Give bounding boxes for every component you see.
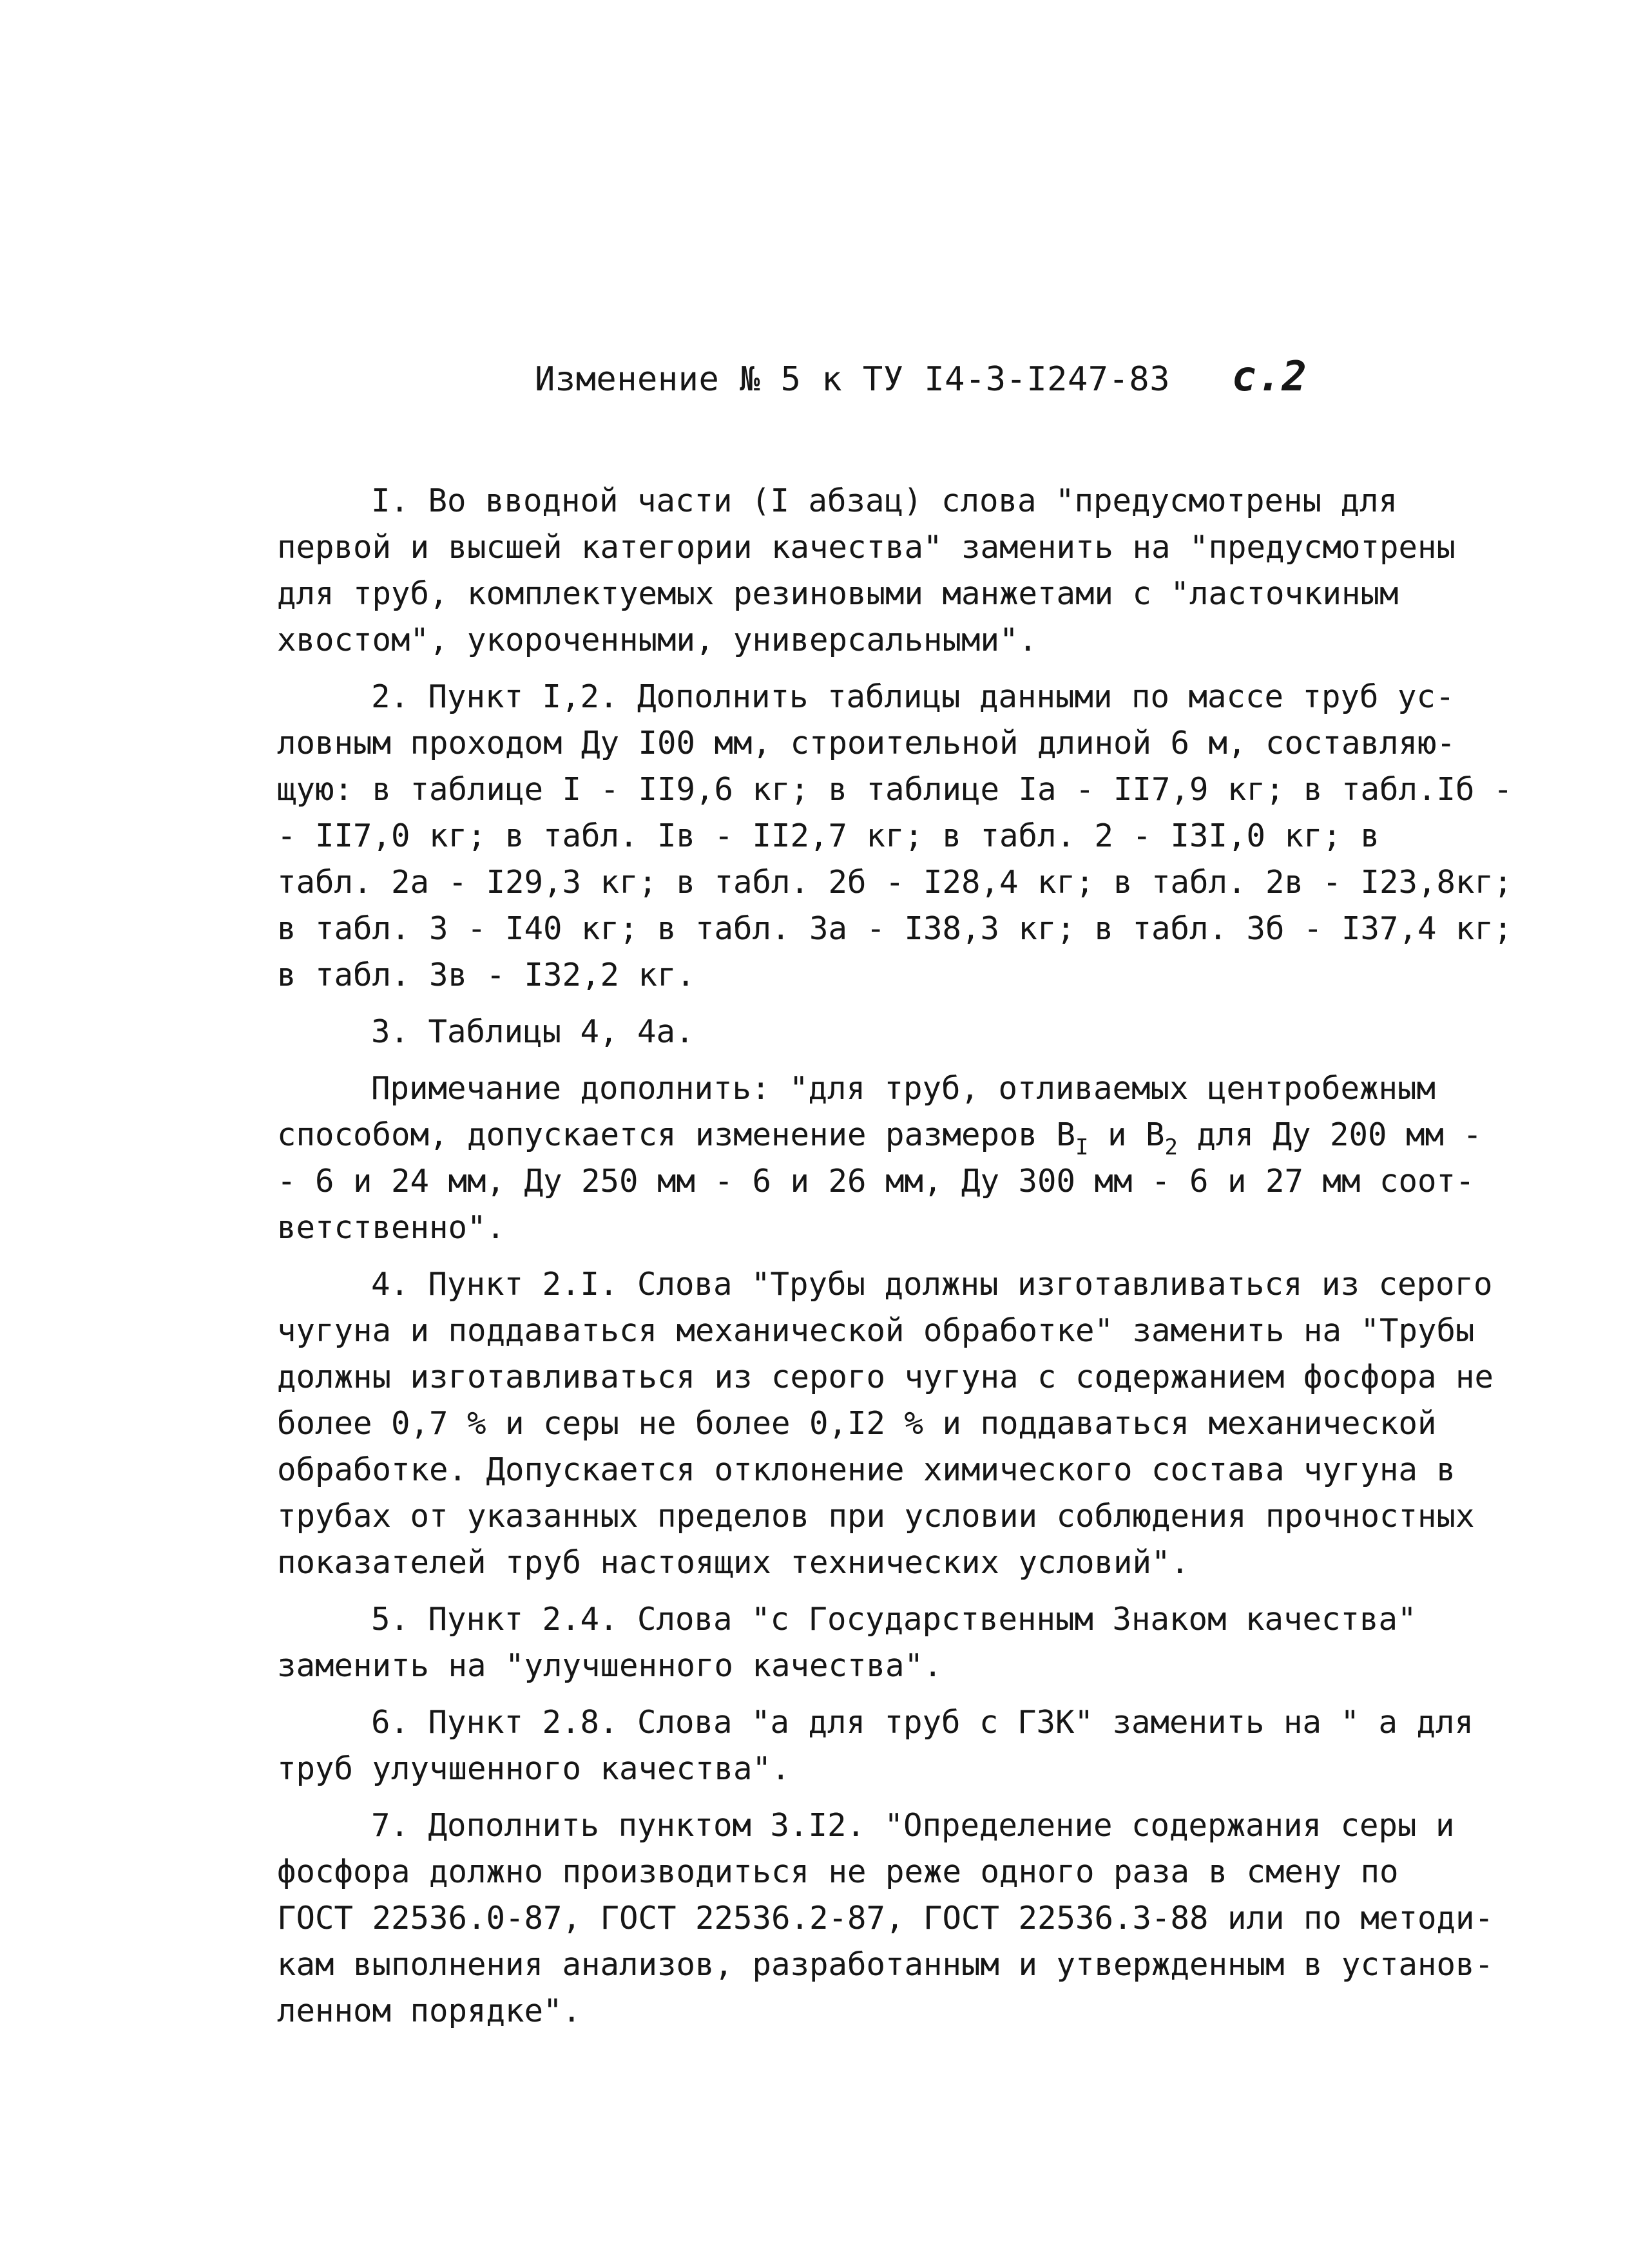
text-line: в табл. 3 - I40 кг; в табл. 3а - I38,3 кг; в табл. 3б - I37,4 кг;: [277, 910, 1513, 947]
text-line: в табл. 3в - I32,2 кг.: [277, 957, 696, 993]
text-line: первой и высшей категории качества" заменить на "предусмотрены: [277, 529, 1456, 566]
text-line: 3. Таблицы 4, 4а.: [371, 1013, 695, 1050]
text-line: 7. Дополнить пунктом 3.I2. "Определение содержания серы и: [371, 1807, 1455, 1844]
paragraph-5: [277, 1596, 1540, 1689]
text-line: ловным проходом Ду I00 мм, строительной длиной 6 м, составляю-: [277, 725, 1456, 761]
document-body: [277, 478, 1540, 2045]
text-line: 2. Пункт I,2. Дополнить таблицы данными по массе труб ус-: [371, 678, 1455, 715]
text-line: фосфора должно производиться не реже одного раза в смену по: [277, 1853, 1399, 1890]
paragraph-2: [277, 674, 1540, 999]
text-line: 6. Пункт 2.8. Слова "а для труб с ГЗК" заменить на " а для: [371, 1704, 1474, 1741]
text-line: - 6 и 24 мм, Ду 250 мм - 6 и 26 мм, Ду 300 мм - 6 и 27 мм соот-: [277, 1163, 1475, 1200]
page-number: с.2: [1231, 353, 1307, 401]
text-line: кам выполнения анализов, разработанным и утвержденным в установ-: [277, 1946, 1494, 1983]
text-segment: способом, допускается изменение размеров B: [277, 1116, 1076, 1153]
text-line: ветственно".: [277, 1209, 506, 1246]
text-line: обработке. Допускается отклонение химического состава чугуна в: [277, 1451, 1456, 1488]
text-line: Примечание дополнить: "для труб, отливаемых центробежным: [371, 1070, 1436, 1107]
paragraph-6: [277, 1699, 1540, 1792]
page-header: [535, 351, 1307, 405]
text-line: трубах от указанных пределов при условии соблюдения прочностных: [277, 1498, 1475, 1535]
text-line: щую: в таблице I - II9,6 кг; в таблице Iа - II7,9 кг; в табл.Iб -: [277, 771, 1513, 808]
subscript: 2: [1164, 1134, 1178, 1160]
text-line: заменить на "улучшенного качества".: [277, 1647, 943, 1684]
text-line: ГОСТ 22536.0-87, ГОСТ 22536.2-87, ГОСТ 22536.3-88 или по методи-: [277, 1900, 1494, 1937]
subscript: I: [1075, 1134, 1089, 1160]
text-line: I. Во вводной части (I абзац) слова "предусмотрены для: [371, 483, 1398, 519]
text-segment: и B: [1088, 1116, 1165, 1153]
text-line: 4. Пункт 2.I. Слова "Трубы должны изготавливаться из серого: [371, 1266, 1493, 1303]
text-line: показателей труб настоящих технических условий".: [277, 1544, 1190, 1581]
text-line: 5. Пункт 2.4. Слова "с Государственным Знаком качества": [371, 1601, 1417, 1638]
text-line: [277, 1112, 1540, 1158]
text-line: табл. 2а - I29,3 кг; в табл. 2б - I28,4 кг; в табл. 2в - I23,8кг;: [277, 864, 1513, 901]
paragraph-3: [277, 1009, 1540, 1055]
text-line: труб улучшенного качества".: [277, 1750, 791, 1787]
paragraph-3-note: [277, 1066, 1540, 1251]
text-line: должны изготавливаться из серого чугуна с содержанием фосфора не: [277, 1359, 1494, 1395]
text-line: - II7,0 кг; в табл. Iв - II2,7 кг; в табл. 2 - I3I,0 кг; в: [277, 818, 1380, 854]
paragraph-4: [277, 1261, 1540, 1586]
text-line: для труб, комплектуемых резиновыми манжетами с "ласточкиным: [277, 575, 1399, 612]
text-line: хвостом", укороченными, универсальными".: [277, 622, 1038, 658]
paragraph-1: [277, 478, 1540, 664]
text-line: чугуна и поддаваться механической обработке" заменить на "Трубы: [277, 1312, 1475, 1349]
paragraph-7: [277, 1803, 1540, 2034]
text-segment: для Ду 200 мм -: [1178, 1116, 1483, 1153]
text-line: ленном порядке".: [277, 1993, 582, 2029]
text-line: более 0,7 % и серы не более 0,I2 % и поддаваться механической: [277, 1405, 1437, 1442]
document-title: Изменение № 5 к ТУ I4-3-I247-83: [535, 360, 1171, 399]
